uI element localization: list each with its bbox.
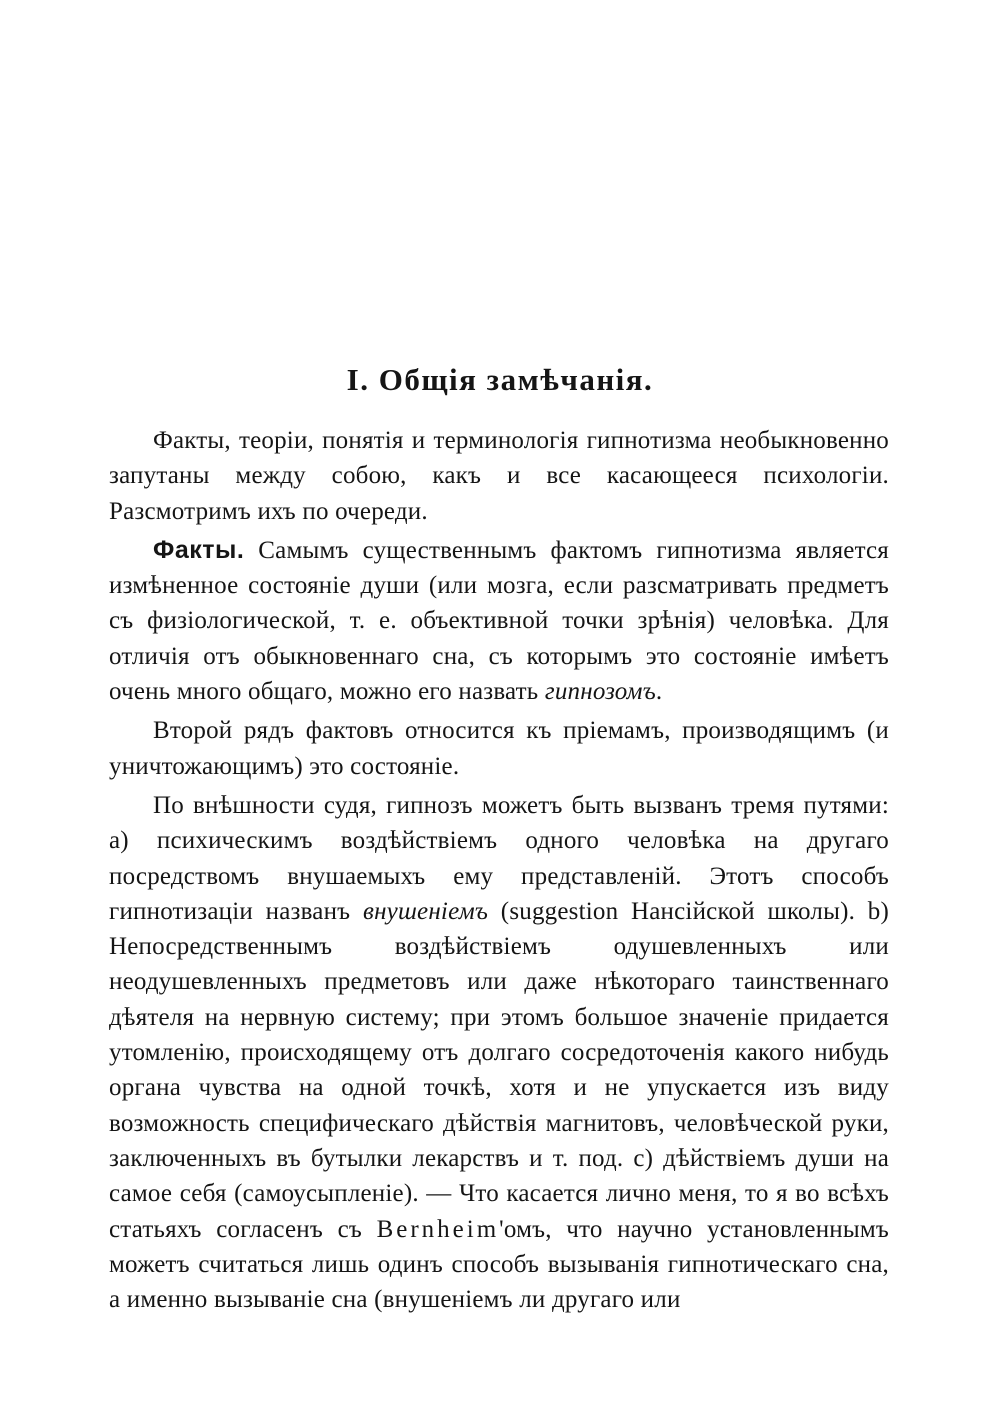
chapter-title: I. Общія замѣчанія.	[346, 362, 654, 397]
emphasis-term-suggestion: внушеніемъ	[363, 897, 489, 925]
paragraph-methods-text-a: По внѣшности судя, гипнозъ можетъ быть вызванъ тремя путями: a) психическимъ воздѣйствіемъ одного человѣка на другаго посредствомъ внушаемыхъ ему представленій. Этотъ способъ гипнотизаціи названъ	[109, 791, 889, 925]
body-text	[109, 423, 889, 1317]
paragraph-methods	[109, 788, 889, 1317]
paragraph-facts-text-b: .	[655, 678, 663, 706]
paragraph-facts-text-a: Самымъ существеннымъ фактомъ гипнотизма является измѣненное состояніе души (или мозга, если разсматривать предметъ съ физіологической, т. е. объективной точки зрѣнія) человѣка. Для отличія отъ обыкновеннаго сна, съ которымъ это состояніе имѣетъ очень много общаго, можно его назвать	[109, 536, 889, 706]
paragraph-methods-text-c: 'омъ, что научно установленнымъ можетъ считаться лишь одинъ способъ вызыванія гипнотическаго сна, а именно вызываніе сна (внушеніемъ ли другаго или	[109, 1215, 889, 1314]
paragraph-facts	[109, 533, 889, 709]
emphasis-term-hypnosis: гипнозомъ	[544, 678, 656, 706]
paragraph-lead-heading: Факты.	[153, 535, 245, 564]
paragraph-intro: Факты, теоріи, понятія и терминологія гипнотизма необыкновенно запутаны между собою, какъ и все касающееся психологіи. Разсмотримъ ихъ по очереди.	[109, 427, 889, 525]
author-name-spaced: Bernheim	[376, 1215, 500, 1243]
paragraph-methods-intro: Второй рядъ фактовъ относится къ пріемамъ, производящимъ (и уничтожающимъ) это состояніе.	[109, 717, 889, 780]
paragraph-methods-text-b: (suggestion Нансійской школы). b) Непосредственнымъ воздѣйствіемъ одушевленныхъ или неодушевленныхъ предметовъ или даже нѣкотораго таинственнаго дѣятеля на нервную систему; при этомъ большое значеніе придается утомленію, происходящему отъ долгаго сосредоточенія какого нибудь органа чувства на одной точкѣ, хотя и не упускается изъ виду возможность специфическаго дѣйствія магнитовъ, человѣческой руки, заключенныхъ въ бутылки лекарствъ и т. под. c) дѣйствіемъ души на самое себя (самоусыпленіе). — Что касается лично меня, то я во всѣхъ статьяхъ согласенъ съ	[109, 897, 890, 1243]
